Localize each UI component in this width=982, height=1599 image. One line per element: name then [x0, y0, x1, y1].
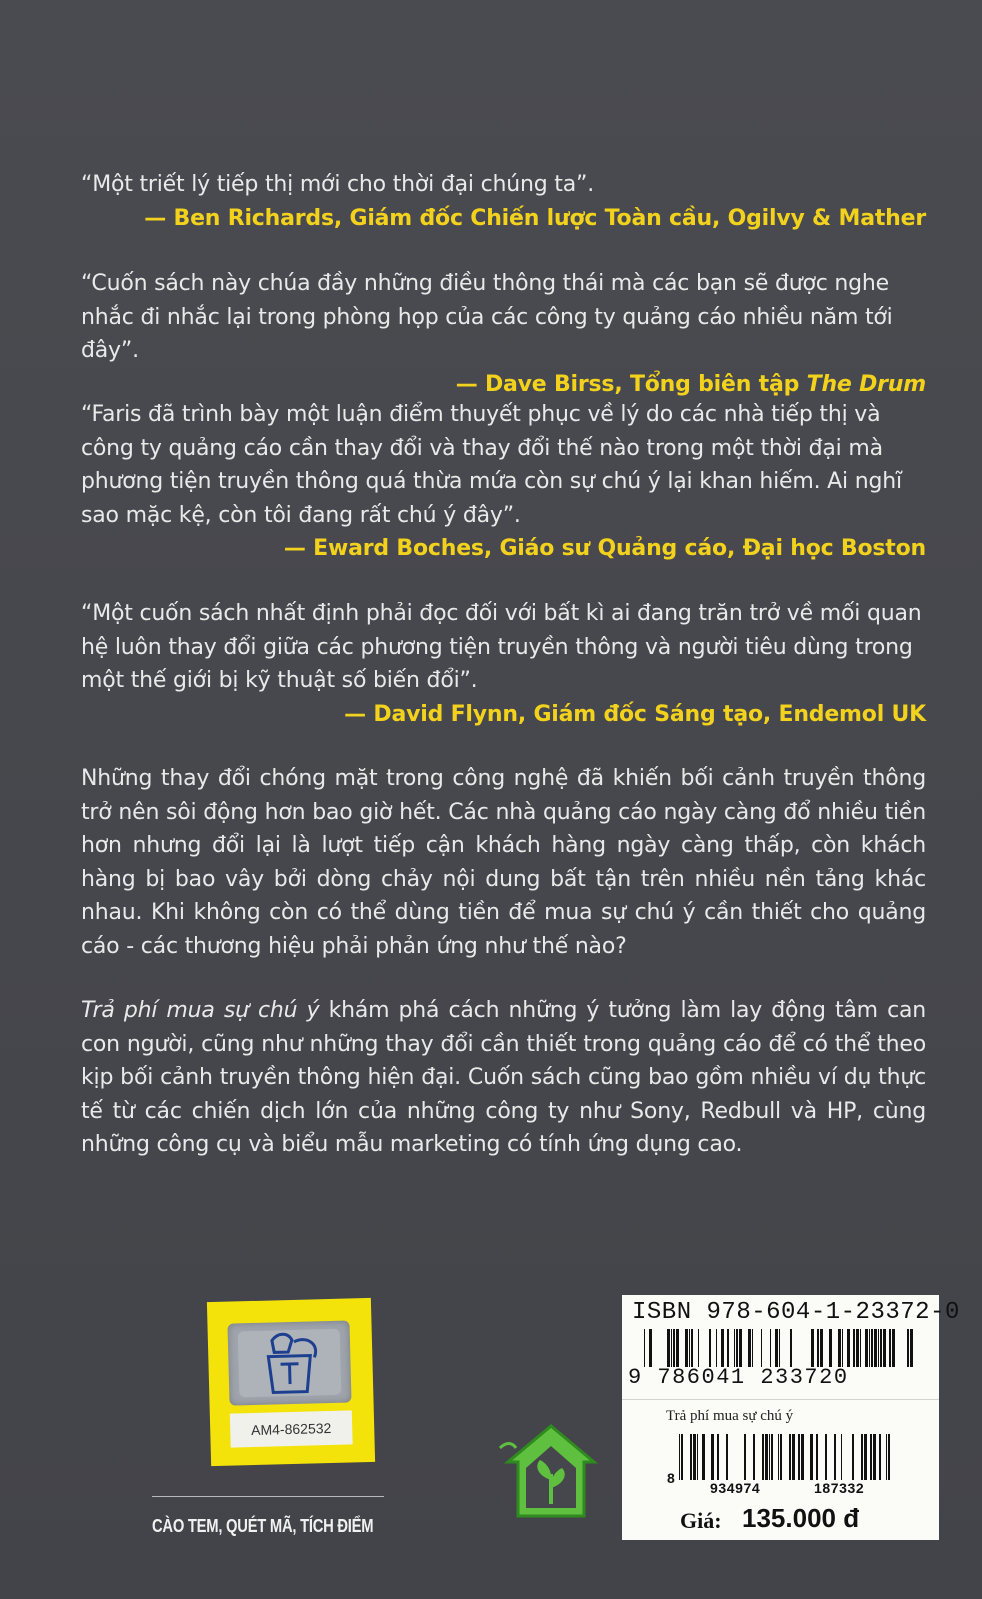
barcode-bar	[860, 1329, 861, 1367]
retail-barcode	[679, 1434, 899, 1480]
book-title-italic: Trả phí mua sự chú ý	[81, 998, 320, 1023]
barcode-bar	[709, 1329, 711, 1367]
barcode-bar	[838, 1329, 841, 1367]
barcode-bar	[644, 1329, 645, 1367]
barcode-bar	[717, 1434, 719, 1480]
barcode-bar	[769, 1434, 770, 1480]
barcode-bar	[829, 1329, 832, 1367]
barcode-bar	[886, 1434, 887, 1480]
barcode-bar	[744, 1434, 746, 1480]
barcode-bar	[690, 1434, 692, 1480]
barcode-bar	[810, 1434, 813, 1480]
price-label: Giá:	[680, 1508, 722, 1533]
isbn-number: ISBN 978-604-1-23372-0	[632, 1299, 960, 1326]
publisher-emblem-icon	[227, 1320, 351, 1405]
barcode-bar	[689, 1329, 690, 1367]
barcode-bar	[752, 1329, 753, 1367]
divider	[152, 1496, 384, 1497]
barcode-bar	[871, 1329, 873, 1367]
barcode-bar	[671, 1329, 672, 1367]
barcode-bar	[879, 1434, 881, 1480]
barcode-bar	[649, 1329, 652, 1367]
barcode-bar	[667, 1329, 670, 1367]
barcode-bar	[778, 1434, 779, 1480]
barcode-bar	[736, 1329, 738, 1367]
barcode-bar	[693, 1434, 696, 1480]
review-quote-2	[81, 267, 926, 401]
barcode-bar	[685, 1329, 688, 1367]
barcode-bar	[892, 1329, 895, 1367]
barcode-bar	[852, 1434, 854, 1480]
barcode-bar	[702, 1434, 705, 1480]
quote-text: “Một cuốn sách nhất định phải đọc đối với bất kì ai đang trăn trở về mối quan hệ luôn thay đổi giữa các phương tiện truyền thông và người tiêu dùng trong một thế giới bị kỹ thuật số biến đổi”.	[81, 601, 922, 693]
quote-text: “Faris đã trình bày một luận điểm thuyết phục về lý do các nhà tiếp thị và công ty quảng cáo cần thay đổi và thay đổi thế nào trong một thời đại mà phương tiện truyền thông quá thừa mứa còn sự chú ý lại khan hiếm. Ai nghĩ sao mặc kệ, còn tôi đang rất chú ý đây”.	[81, 402, 902, 528]
barcode-bar	[825, 1434, 827, 1480]
sticker-code: AM4-862532	[230, 1410, 353, 1447]
quote-attribution: — Dave Birss, Tổng biên tập The Drum	[455, 371, 926, 397]
barcode-bar	[775, 1329, 778, 1367]
barcode-bar	[734, 1329, 735, 1367]
barcode-bar	[907, 1329, 909, 1367]
review-quote-4	[81, 597, 926, 731]
barcode-bar	[853, 1329, 855, 1367]
barcode-bar	[771, 1434, 773, 1480]
barcode-bar	[792, 1434, 795, 1480]
quote-text: “Một triết lý tiếp thị mới cho thời đại chúng ta”.	[81, 172, 594, 197]
retail-barcode-digits-right: 187332	[814, 1480, 865, 1496]
barcode-bar	[762, 1434, 764, 1480]
barcode-bar	[864, 1434, 867, 1480]
barcode-bar	[817, 1329, 819, 1367]
barcode-bar	[765, 1434, 768, 1480]
barcode-bar	[861, 1434, 863, 1480]
barcode-bar	[880, 1329, 882, 1367]
barcode-bar	[721, 1329, 724, 1367]
barcode-bar	[834, 1434, 836, 1480]
barcode-bar	[883, 1329, 886, 1367]
retail-barcode-digit: 8	[667, 1470, 675, 1486]
barcode-bar	[739, 1329, 742, 1367]
barcode-bar	[874, 1329, 877, 1367]
review-quote-3	[81, 398, 926, 566]
barcode-bar	[816, 1434, 818, 1480]
barcode-bar	[727, 1329, 729, 1367]
isbn-barcode-digits: 9 786041 233720	[628, 1365, 849, 1390]
barcode-bar	[726, 1434, 728, 1480]
barcode-bar	[681, 1434, 683, 1480]
barcode-bar	[910, 1329, 913, 1367]
barcode-bar	[711, 1434, 714, 1480]
barcode-bar	[780, 1434, 782, 1480]
barcode-bar	[679, 1434, 680, 1480]
review-quote-1	[81, 168, 926, 235]
barcode-bar	[888, 1434, 890, 1480]
barcode-bar	[889, 1329, 891, 1367]
barcode-bar	[789, 1434, 791, 1480]
price-sticker-title: Trả phí mua sự chú ý	[666, 1408, 794, 1424]
barcode-bar	[790, 1329, 792, 1367]
barcode-bar	[697, 1434, 698, 1480]
barcode-bar	[842, 1329, 843, 1367]
barcode-bar	[847, 1329, 850, 1367]
barcode-bar	[779, 1329, 780, 1367]
barcode-bar	[673, 1329, 675, 1367]
price-value: 135.000 đ	[742, 1503, 860, 1533]
barcode-bar	[801, 1434, 804, 1480]
quote-attribution: — Eward Boches, Giáo sư Quảng cáo, Đại học Boston	[283, 536, 926, 561]
anti-counterfeit-sticker	[207, 1298, 375, 1466]
barcode-bar	[798, 1434, 800, 1480]
barcode-bar	[870, 1434, 872, 1480]
sticker-caption: CÀO TEM, QUÉT MÃ, TÍCH ĐIỂM	[152, 1516, 374, 1536]
price-sticker	[622, 1399, 939, 1541]
description-paragraph-1: Những thay đổi chóng mặt trong công nghệ đã khiến bối cảnh truyền thông trở nên sôi động hơn bao giờ hết. Các nhà quảng cáo ngày càng đổ nhiều tiền hơn nhưng đổi lại là lượt tiếp cận khách hàng ngày càng thấp, còn khách hàng bị bao vây bởi dòng chảy nội dung bất tận trên nhiều nền tảng khác nhau. Khi không còn có thể dùng tiền để mua sự chú ý cần thiết cho quảng cáo - các thương hiệu phải phản ứng như thế nào?	[81, 766, 926, 959]
quote-attribution: — Ben Richards, Giám đốc Chiến lược Toàn cầu, Ogilvy & Mather	[144, 205, 926, 231]
publisher-logo-icon	[496, 1418, 606, 1524]
barcode-bar	[753, 1434, 755, 1480]
barcode-bar	[878, 1329, 879, 1367]
barcode-bar	[873, 1434, 876, 1480]
barcode-bar	[865, 1329, 868, 1367]
barcode-bar	[716, 1329, 717, 1367]
quote-attribution: — David Flynn, Giám đốc Sáng tạo, Endemol UK	[344, 701, 926, 727]
barcode-label	[622, 1295, 960, 1540]
barcode-bar	[770, 1329, 771, 1367]
retail-barcode-digits-left: 934974	[710, 1480, 761, 1496]
barcode-bar	[841, 1434, 842, 1480]
quote-text: “Cuốn sách này chúa đầy những điều thông thái mà các bạn sẽ được nghe nhắc đi nhắc lại trong phòng họp của các công ty quảng cáo nhiều năm tới đây”.	[81, 271, 893, 363]
barcode-bar	[869, 1329, 870, 1367]
barcode-bar	[820, 1329, 823, 1367]
barcode-bar	[691, 1329, 693, 1367]
barcode-bar	[676, 1329, 679, 1367]
barcode-bar	[698, 1329, 699, 1367]
barcode-bar	[856, 1329, 859, 1367]
barcode-bar	[761, 1329, 762, 1367]
isbn-barcode	[644, 1329, 924, 1367]
description-paragraph-2: Trả phí mua sự chú ý khám phá cách những ý tưởng làm lay động tâm can con người, cũng như những thay đổi cần thiết trong quảng cáo để có thể theo kịp bối cảnh truyền thông hiện đại. Cuốn sách cũng bao gồm nhiều ví dụ thực tế từ các chiến dịch lớn của những công ty như Sony, Redbull và HP, cùng những công cụ và biểu mẫu marketing có tính ứng dụng cao.	[81, 998, 927, 1158]
barcode-bar	[748, 1329, 751, 1367]
barcode-bar	[811, 1329, 814, 1367]
